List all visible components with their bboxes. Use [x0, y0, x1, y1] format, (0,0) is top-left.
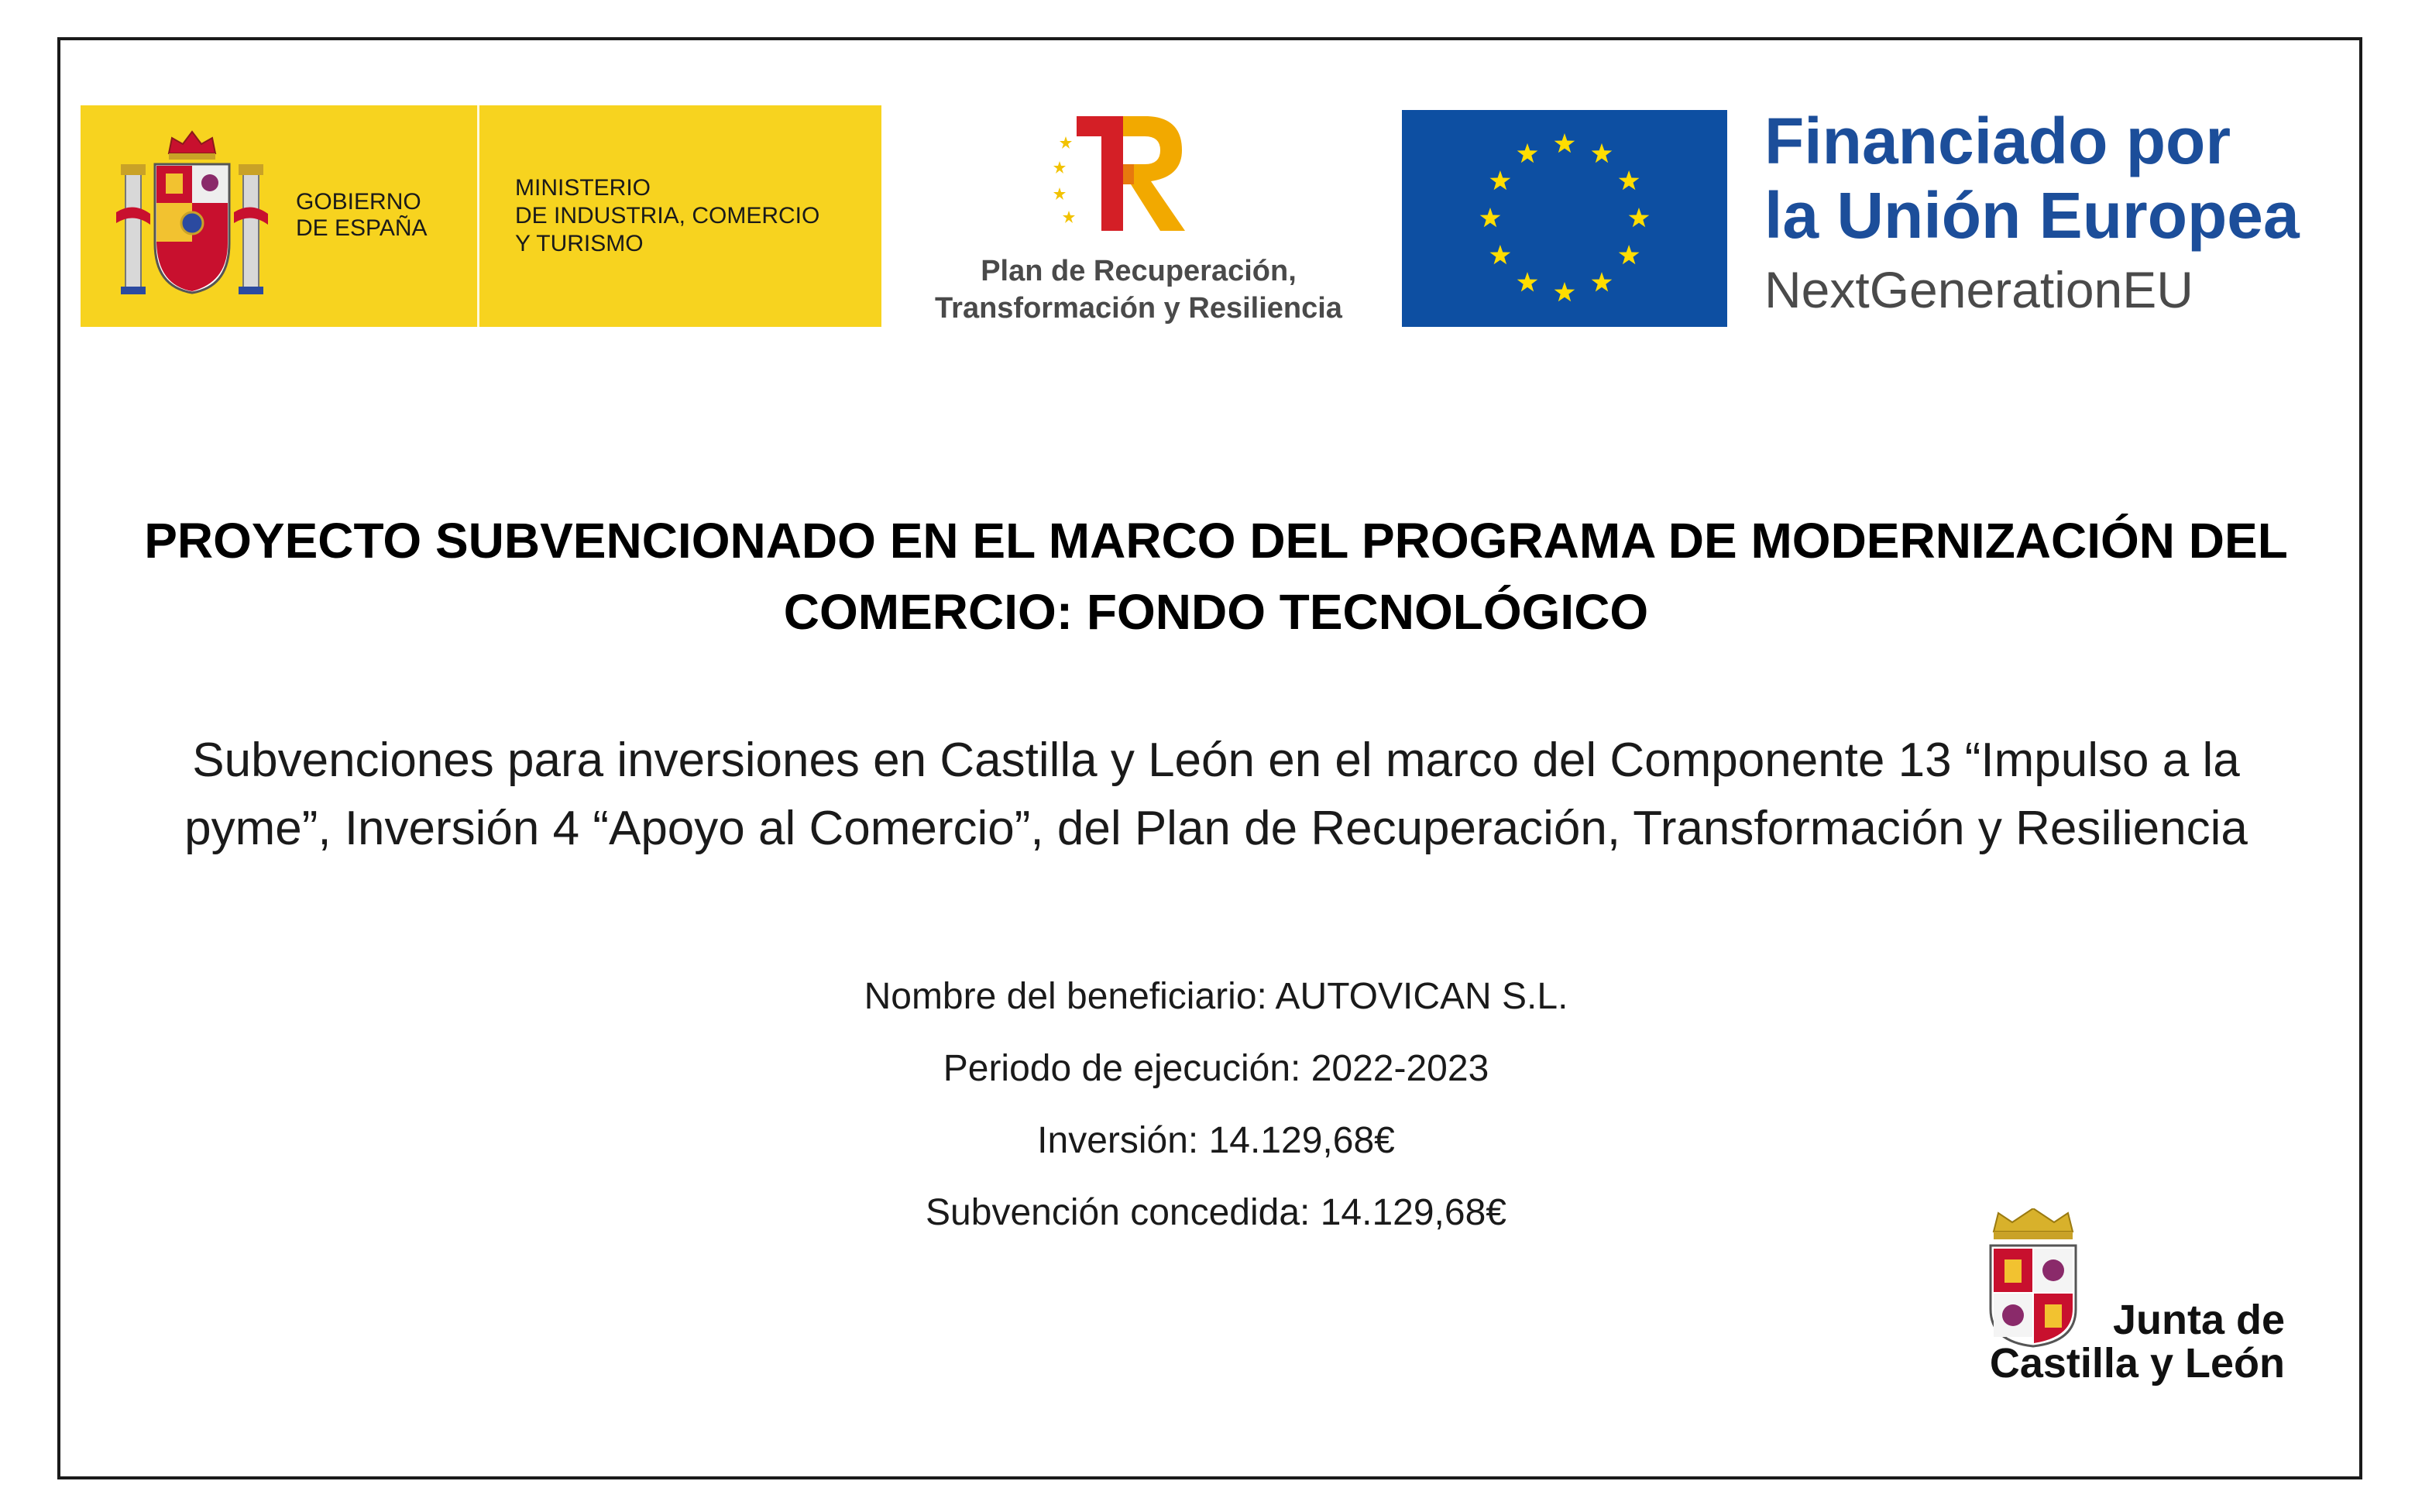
eu-line-3: NextGenerationEU — [1764, 261, 2193, 318]
document-subtitle: Subvenciones para inversiones en Castilla y León en el marco del Componente 13 “Impulso a la pyme”, Inversión 4 “Apoyo al Comercio”, del Plan de Recuperación, Transformación y Resiliencia — [184, 734, 2248, 855]
ministerio-label: MINISTERIO DE INDUSTRIA, COMERCIO Y TURISMO — [515, 175, 820, 256]
eu-stars-icon — [1402, 110, 1727, 327]
beneficiario-line: Nombre del beneficiario: AUTOVICAN S.L. — [864, 976, 1568, 1017]
eu-star-icon — [1517, 143, 1538, 163]
junta-label — [1960, 1298, 2285, 1385]
gobierno-ministerio-logo — [81, 105, 881, 327]
eu-star-icon — [1490, 245, 1511, 264]
eu-flag — [1402, 110, 1727, 327]
eu-star-icon — [1554, 282, 1575, 301]
junta-line-2: Castilla y León — [1989, 1340, 2285, 1387]
eu-line-2: la Unión Europea — [1764, 179, 2300, 252]
gobierno-label: GOBIERNO DE ESPAÑA — [296, 189, 428, 241]
coat-of-arms-icon — [115, 127, 270, 305]
eu-star-icon — [1619, 245, 1640, 264]
document-title: PROYECTO SUBVENCIONADO EN EL MARCO DEL PROGRAMA DE MODERNIZACIÓN DEL COMERCIO: FONDO TECNOLÓGICO — [144, 513, 2288, 640]
eu-star-icon — [1592, 143, 1613, 163]
junta-line-1: Junta de — [2112, 1297, 2285, 1343]
subvencion-line: Subvención concedida: 14.129,68€ — [926, 1192, 1506, 1233]
eu-star-icon — [1629, 208, 1650, 227]
plan-recuperacion-logo — [891, 105, 1386, 338]
ministerio-block — [479, 105, 881, 327]
eu-funding-label — [1764, 104, 2300, 327]
eu-star-icon — [1480, 208, 1501, 227]
project-details — [441, 960, 1991, 1249]
periodo-line: Periodo de ejecución: 2022-2023 — [943, 1048, 1489, 1089]
inversion-line: Inversión: 14.129,68€ — [1037, 1120, 1395, 1161]
eu-star-icon — [1490, 170, 1511, 190]
eu-star-icon — [1517, 272, 1538, 291]
eu-line-1: Financiado por — [1764, 105, 2231, 177]
tr-logo-icon — [1049, 110, 1188, 234]
plan-recuperacion-label: Plan de Recuperación, Transformación y Resiliencia — [935, 255, 1342, 325]
eu-star-icon — [1554, 133, 1575, 153]
eu-star-icon — [1592, 272, 1613, 291]
eu-star-icon — [1619, 170, 1640, 190]
gov-divider — [477, 105, 479, 327]
gobierno-block — [81, 105, 477, 327]
